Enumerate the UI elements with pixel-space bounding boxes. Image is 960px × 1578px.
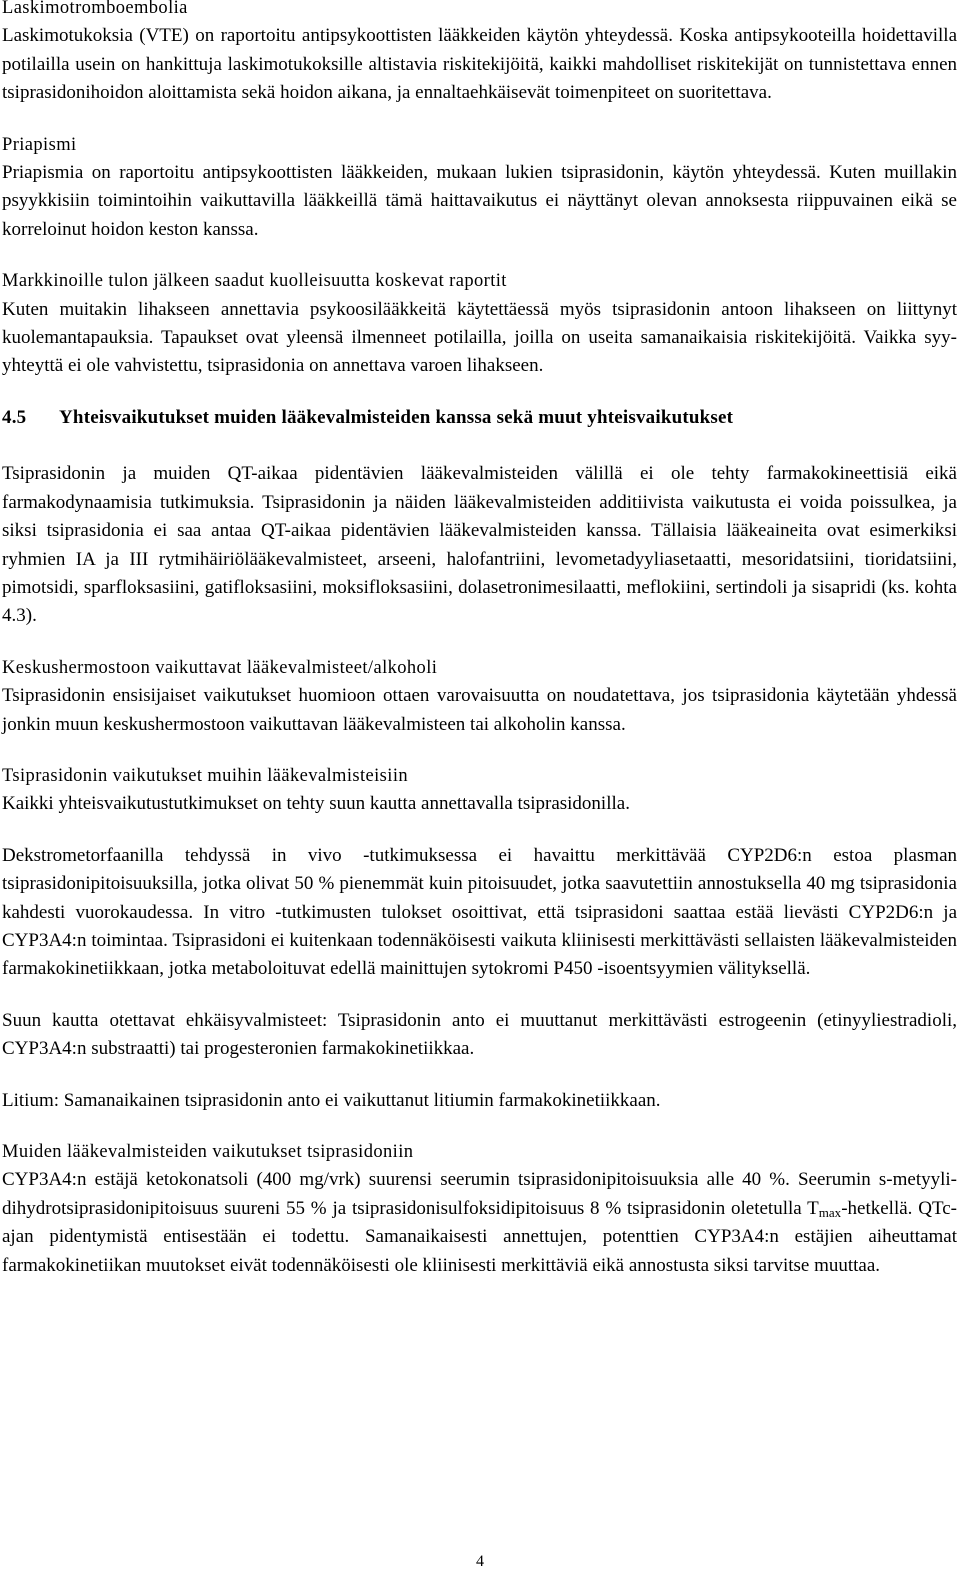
qt-paragraph: Tsiprasidonin ja muiden QT-aikaa pidentävien lääkevalmisteiden välillä ei ole tehty farmakokineettisiä eikä farmakodynaamisia tutkimuksia. Tsiprasidonin ja näiden lääkevalmisteiden additiivista vaikutusta ei voida poissulkea, ja siksi tsiprasidonia ei saa antaa QT-aikaa pidentävien lääkevalmisteiden kanssa. Tällaisia lääkeaineita ovat esimerkiksi ryhmien IA ja III rytmihäiriölääkevalmisteet, arseeni, halofantriini, levometadyyliasetaatti, mesoridatsiini, tioridatsiini, pimotsidi, sparfloksasiini, gatifloksasiini, moksifloksasiini, dolasetronimesilaatti, meflokiini, sertindoli ja sisapridi (ks. kohta 4.3).	[2, 463, 957, 627]
tmax-subscript: max	[818, 1204, 842, 1220]
priapism-section	[2, 131, 957, 245]
page-number: 4	[476, 1553, 484, 1570]
others-on-zip-section	[2, 1138, 957, 1280]
others-on-zip-heading: Muiden lääkevalmisteiden vaikutukset tsiprasidoniin	[2, 1142, 414, 1162]
effects-on-others-heading: Tsiprasidonin vaikutukset muihin lääkevalmisteisiin	[2, 765, 409, 786]
oral-contraceptives-paragraph: Suun kautta otettavat ehkäisyvalmisteet: Tsiprasidonin anto ei muuttanut merkittävästi estrogeenin (etinyyliestradioli, CYP3A4:n substraatti) tai progesteronien farmakokinetiikkaa.	[2, 1009, 957, 1060]
ketoconazole-text: CYP3A4:n estäjä ketokonatsoli (400 mg/vrk) suurensi seerumin tsiprasidonipitoisuuksia alle 40 %. Seerumin s-metyyli-dihydrotsiprasidonipitoisuus suureni 55 % ja tsiprasidonisulfoksidipitoisuus 8 % tsiprasidonin oletetulla T	[2, 1169, 957, 1219]
dextromethorphan-paragraph: Dekstrometorfaanilla tehdyssä in vivo -tutkimuksessa ei havaittu merkittävää CYP2D6:n estoa plasman tsiprasidonipitoisuuksilla, jotka olivat 50 % pienemmät kuin pitoisuudet, jotka saavutettiin annostuksella 40 mg tsiprasidonia kahdesti vuorokaudessa. In vitro -tutkimusten tulokset osoittivat, että tsiprasidoni saattaa estää lievästi CYP2D6:n ja CYP3A4:n toimintaa. Tsiprasidoni ei kuitenkaan todennäköisesti vaikuta kliinisesti merkittävästi sellaisten lääkevalmisteiden farmakokinetiikkaan, jotka metaboloituvat edellä mainittujen sytokromi P450 -isoentsyymien välityksellä.	[2, 844, 957, 980]
cns-paragraph: Tsiprasidonin ensisijaiset vaikutukset huomioon ottaen varovaisuutta on noudatettava, jos tsiprasidonia käytetään yhdessä jonkin muun keskushermostoon vaikuttavan lääkevalmisteen tai alkoholin kanssa.	[2, 685, 957, 735]
priapism-heading: Priapismi	[2, 134, 77, 155]
vte-section	[2, 0, 957, 108]
section-4-5-heading	[2, 404, 957, 432]
section-title: Yhteisvaikutukset muiden lääkevalmisteiden kanssa sekä muut yhteisvaikutukset	[59, 406, 734, 428]
cns-heading: Keskushermostoon vaikuttavat lääkevalmisteet/alkoholi	[2, 657, 438, 678]
cns-section	[2, 654, 957, 739]
priapism-paragraph: Priapismia on raportoitu antipsykoottisten lääkkeiden, mukaan lukien tsiprasidonin, käytön yhteydessä. Kuten muillakin psyykkisiin toimintoihin vaikuttavilla lääkkeillä tämä haittavaikutus ei näyttänyt olevan annoksesta riippuvainen eikä se korreloinut hoidon keston kanssa.	[2, 162, 957, 240]
qtc-text: -hetkellä. QTc-ajan pidentymistä entisestään ei todettu. Samanaikaisesti annettujen, potenttien CYP3A4:n estäjien aiheuttamat farmakokinetiikan muutokset eivät todennäköisesti ole kliinisesti merkittäviä eikä annostusta siksi tarvitse muuttaa.	[2, 1197, 957, 1276]
postmarketing-paragraph: Kuten muitakin lihakseen annettavia psykoosilääkkeitä käytettäessä myös tsiprasidonin antoon lihakseen on liittynyt kuolemantapauksia. Tapaukset ovat yleensä ilmenneet potilailla, joilla on useita samanaikaisia riskitekijöitä. Vaikka syy-yhteyttä ei ole vahvistettu, tsiprasidonia on annettava varoen lihakseen.	[2, 298, 957, 377]
postmarketing-heading: Markkinoille tulon jälkeen saadut kuolleisuutta koskevat raportit	[2, 271, 507, 292]
vte-heading: Laskimotromboembolia	[2, 0, 188, 18]
postmarketing-section	[2, 267, 957, 381]
vte-paragraph: Laskimotukoksia (VTE) on raportoitu antipsykoottisten lääkkeiden käytön yhteydessä. Koska antipsykooteilla hoidettavilla potilailla usein on hankittuja laskimotukoksille altistavia riskitekijöitä, kaikki mahdolliset riskitekijät on tunnistettava ennen tsiprasidonihoidon aloittamista sekä hoidon aikana, ja ennaltaehkäisevät toimenpiteet on suoritettava.	[2, 25, 957, 104]
effects-on-others-section	[2, 762, 957, 819]
effects-on-others-paragraph: Kaikki yhteisvaikutustutkimukset on tehty suun kautta annettavalla tsiprasidonilla.	[2, 793, 630, 815]
section-number: 4.5	[2, 406, 27, 428]
document-page	[2, 0, 957, 1303]
lithium-paragraph: Litium: Samanaikainen tsiprasidonin anto ei vaikuttanut litiumin farmakokinetiikkaan.	[2, 1089, 661, 1111]
others-on-zip-paragraph	[2, 1166, 957, 1280]
